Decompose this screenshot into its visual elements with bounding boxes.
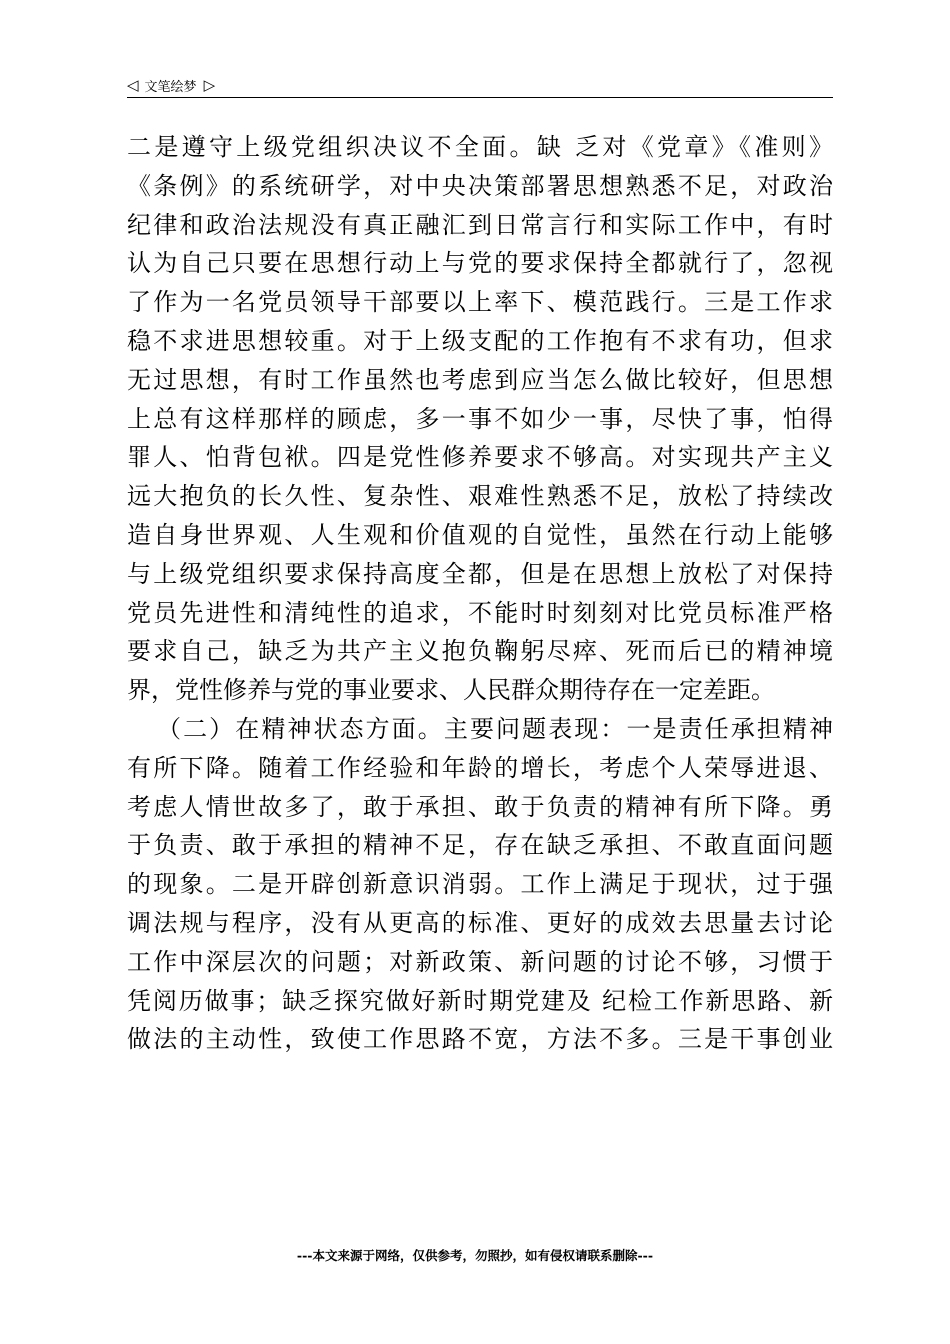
- body-line: 了作为一名党员领导干部要以上率下、模范践行。三是工作求: [127, 288, 833, 317]
- body-line: 调法规与程序，没有从更高的标准、更好的成效去思量去讨论: [127, 908, 833, 937]
- body-line: 做法的主动性，致使工作思路不宽，方法不多。三是干事创业: [127, 1025, 833, 1054]
- body-line: 《条例》的系统研学，对中央决策部署思想熟悉不足，对政治: [127, 171, 833, 200]
- body-line: 有所下降。随着工作经验和年龄的增长，考虑个人荣辱进退、: [127, 753, 833, 782]
- body-line: 二是遵守上级党组织决议不全面。缺 乏对《党章》《准则》: [127, 133, 833, 161]
- paragraph-end-line: 界，党性修养与党的事业要求、人民群众期待存在一定差距。: [127, 676, 775, 705]
- body-line: 上总有这样那样的顾虑，多一事不如少一事，尽快了事，怕得: [127, 404, 833, 433]
- body-line: 无过思想，有时工作虽然也考虑到应当怎么做比较好，但思想: [127, 365, 833, 394]
- body-line: 凭阅历做事；缺乏探究做好新时期党建及 纪检工作新思路、新: [127, 986, 833, 1015]
- body-line: 稳不求进思想较重。对于上级支配的工作抱有不求有功，但求: [127, 326, 833, 355]
- body-line: 罪人、怕背包袱。四是党性修养要求不够高。对实现共产主义: [127, 443, 833, 472]
- body-line: 考虑人情世故多了，敢于承担、敢于负责的精神有所下降。勇: [127, 792, 833, 821]
- document-body: [127, 128, 833, 1059]
- body-line: 造自身世界观、人生观和价值观的自觉性，虽然在行动上能够: [127, 520, 833, 549]
- page-header: [127, 74, 833, 96]
- header-brand: 文笔绘梦: [144, 79, 197, 95]
- page-footer-disclaimer: ---本文来源于网络，仅供参考，勿照抄，如有侵权请联系删除---: [296, 1248, 654, 1263]
- left-triangle-icon: ◁: [127, 75, 139, 94]
- right-triangle-icon: ▷: [203, 75, 216, 94]
- body-line: 工作中深层次的问题；对新政策、新问题的讨论不够，习惯于: [127, 947, 833, 976]
- body-line: 要求自己，缺乏为共产主义抱负鞠躬尽瘁、死而后已的精神境: [127, 637, 833, 666]
- header-divider: [127, 97, 833, 98]
- body-line: 于负责、敢于承担的精神不足，存在缺乏承担、不敢直面问题: [127, 831, 833, 860]
- body-line: 远大抱负的长久性、复杂性、艰难性熟悉不足，放松了持续改: [127, 482, 833, 511]
- body-line: 党员先进性和清纯性的追求，不能时时刻刻对比党员标准严格: [127, 598, 833, 627]
- body-line: 与上级党组织要求保持高度全都，但是在思想上放松了对保持: [127, 559, 833, 588]
- body-line: 的现象。二是开辟创新意识消弱。工作上满足于现状，过于强: [127, 870, 833, 899]
- body-line: 认为自己只要在思想行动上与党的要求保持全都就行了，忽视: [127, 249, 833, 278]
- section-heading-line: （二）在精神状态方面。主要问题表现：一是责任承担精神: [157, 714, 833, 743]
- body-line: 纪律和政治法规没有真正融汇到日常言行和实际工作中，有时: [127, 210, 833, 239]
